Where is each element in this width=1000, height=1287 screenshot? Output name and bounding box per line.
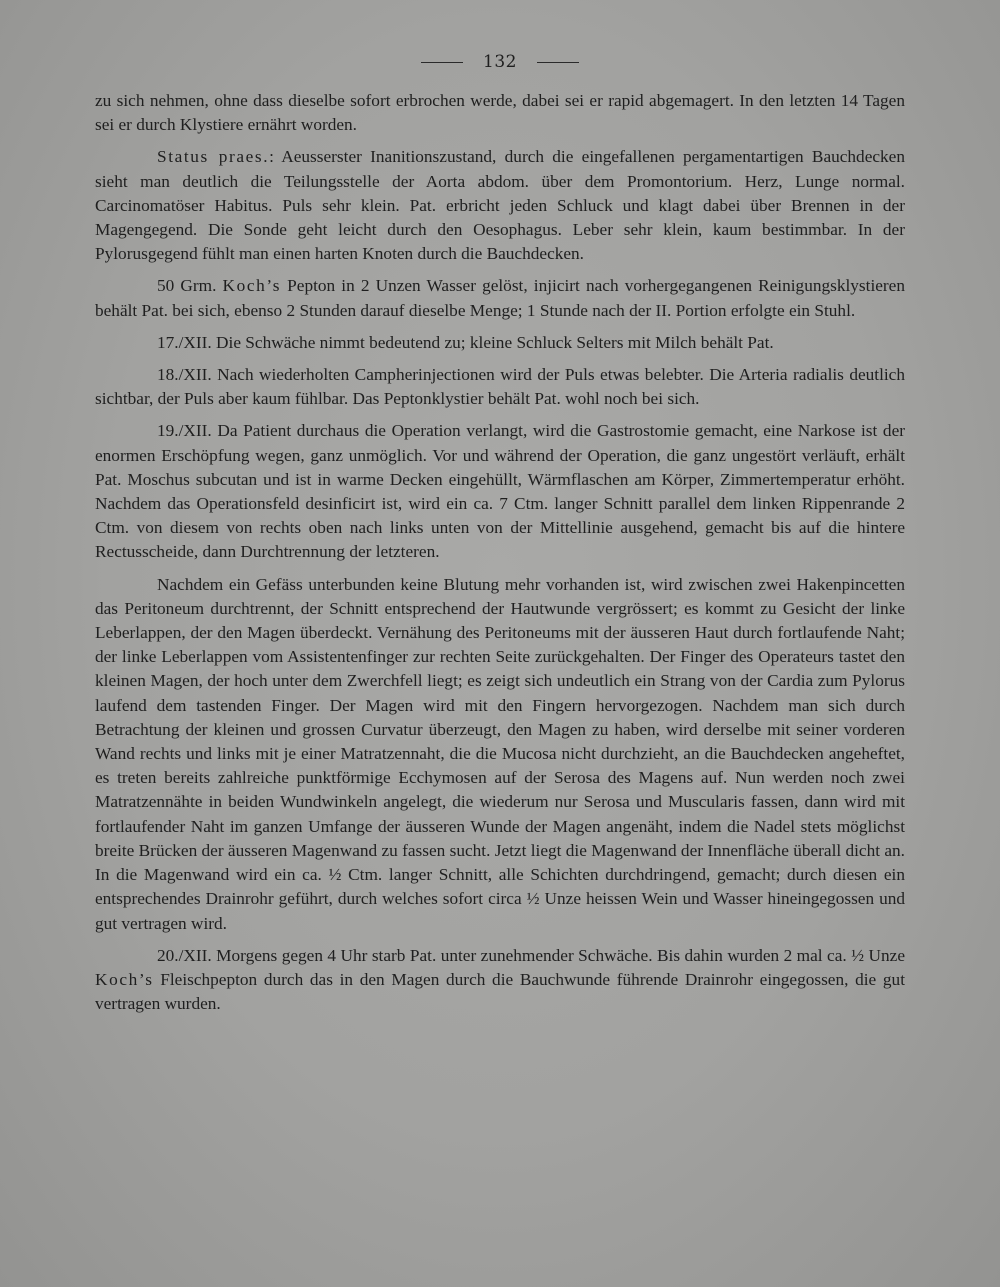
page-number: 132 <box>483 52 517 72</box>
page-header <box>0 52 1000 72</box>
paragraph-status-praes <box>95 145 905 266</box>
paragraph-text: 17./XII. Die Schwäche nimmt bedeutend zu; kleine Schluck Selters mit Milch behält Pat. <box>157 332 774 352</box>
paragraph-text: Pepton in 2 Unzen Wasser gelöst, injicirt nach vorhergegangenen Reinigungsklystieren behält Pat. bei sich, ebenso 2 Stunden darauf dieselbe Menge; 1 Stunde nach der II. Portion erfolgte ein Stuhl. <box>95 276 905 320</box>
paragraph-text: zu sich nehmen, ohne dass dieselbe sofort erbrochen werde, dabei sei er rapid abgemagert. In den letzten 14 Tagen sei er durch Klystiere ernährt worden. <box>95 91 905 135</box>
author-name: Koch’s <box>95 969 154 989</box>
paragraph-text: 50 Grm. <box>157 276 223 296</box>
paragraph-pepton <box>95 274 905 322</box>
paragraph-continuation <box>95 89 905 137</box>
paragraph-18-xii <box>95 363 905 411</box>
paragraph-20-xii <box>95 944 905 1017</box>
paragraph-text: Nachdem ein Gefäss unterbunden keine Blutung mehr vorhanden ist, wird zwischen zwei Hakenpincetten das Peritoneum durchtrennt, der Schnitt entsprechend der Hautwunde vergrössert; es kommt zu Gesicht der linke Leberlappen, der den Magen überdeckt. Vernähung des Peritoneums mit der äusseren Haut durch fortlaufende Naht; der linke Leberlappen vom Assistentenfinger zur rechten Seite zurückgehalten. Der Finger des Operateurs tastet den kleinen Magen, der hoch unter dem Zwerchfell liegt; es zeigt sich undeutlich ein Strang von der Cardia zum Pylorus laufend dem tastenden Finger. Der Magen wird mit den Fingern hervorgezogen. Nachdem man sich durch Betrachtung der kleinen und grossen Curvatur überzeugt, den Magen zu haben, wird derselbe mit seiner vorderen Wand rechts und links mit je einer Matratzennaht, die die Mucosa nicht durchzieht, an die Bauchdecken angeheftet, es treten bereits zahlreiche punktförmige Ecchymosen auf der Serosa des Magens auf. Nun werden noch zwei Matratzennähte in beiden Wundwinkeln angelegt, die wiederum nur Serosa und Muscularis fassen, dann wird mit fortlaufender Naht im ganzen Umfange der äusseren Wunde der Magen angenäht, indem die Nadel stets möglichst breite Brücken der äusseren Magenwand zu fassen sucht. Jetzt liegt die Magenwand der Innenfläche überall dicht an. In die Magenwand wird ein ca. ½ Ctm. langer Schnitt, alle Schichten durchdringend, gemacht; durch diesen ein entsprechendes Drainrohr geführt, durch welches sofort circa ½ Unze heissen Wein und Wasser hineingegossen und gut vertragen wird. <box>95 574 905 933</box>
author-name: Koch’s <box>222 276 282 296</box>
paragraph-text: Fleischpepton durch das in den Magen durch die Bauchwunde führende Drainrohr eingegossen, die gut vertragen wurden. <box>95 969 905 1014</box>
paragraph-operation <box>95 573 905 936</box>
paragraph-text: 18./XII. Nach wiederholten Campherinjectionen wird der Puls etwas belebter. Die Arteria radialis deutlich sichtbar, der Puls aber kaum fühlbar. Das Peptonklystier behält Pat. wohl noch bei sich. <box>95 365 905 409</box>
header-dash-left <box>421 62 463 63</box>
header-dash-right <box>537 62 579 63</box>
paragraph-text: 19./XII. Da Patient durchaus die Operation verlangt, wird die Gastrostomie gemacht, eine Narkose ist der enormen Erschöpfung wegen, ganz unmöglich. Vor und während der Operation, die ganz ungestört verläuft, erhält Pat. Moschus subcutan und ist in warme Decken eingehüllt, Wärmflaschen am Körper, Zimmertemperatur erhöht. Nachdem das Operationsfeld desinficirt ist, wird ein ca. 7 Ctm. langer Schnitt parallel dem linken Rippenrande 2 Ctm. von diesem von rechts oben nach links unten von der Mittellinie ausgehend, gemacht bis auf die hintere Rectusscheide, dann Durchtrennung der letzteren. <box>95 421 905 562</box>
paragraph-17-xii <box>95 331 905 355</box>
paragraph-text: 20./XII. Morgens gegen 4 Uhr starb Pat. unter zunehmender Schwäche. Bis dahin wurden 2 mal ca. ½ Unze <box>157 945 905 965</box>
paragraph-lead-term: Status praes. <box>157 147 270 167</box>
text-body <box>95 89 905 1024</box>
paragraph-19-xii <box>95 419 905 564</box>
paragraph-text: : Aeusserster Inanitionszustand, durch die eingefallenen pergamentartigen Bauchdecken sieht man deutlich die Teilungsstelle der Aorta abdom. über dem Promontorium. Herz, Lunge normal. Carcinomatöser Habitus. Puls sehr klein. Pat. erbricht jeden Schluck und klagt dabei über Brennen in der Magengegend. Die Sonde geht leicht durch den Oesophagus. Leber sehr klein, kaum bestimmbar. In der Pylorusgegend fühlt man einen harten Knoten durch die Bauchdecken. <box>95 147 905 264</box>
